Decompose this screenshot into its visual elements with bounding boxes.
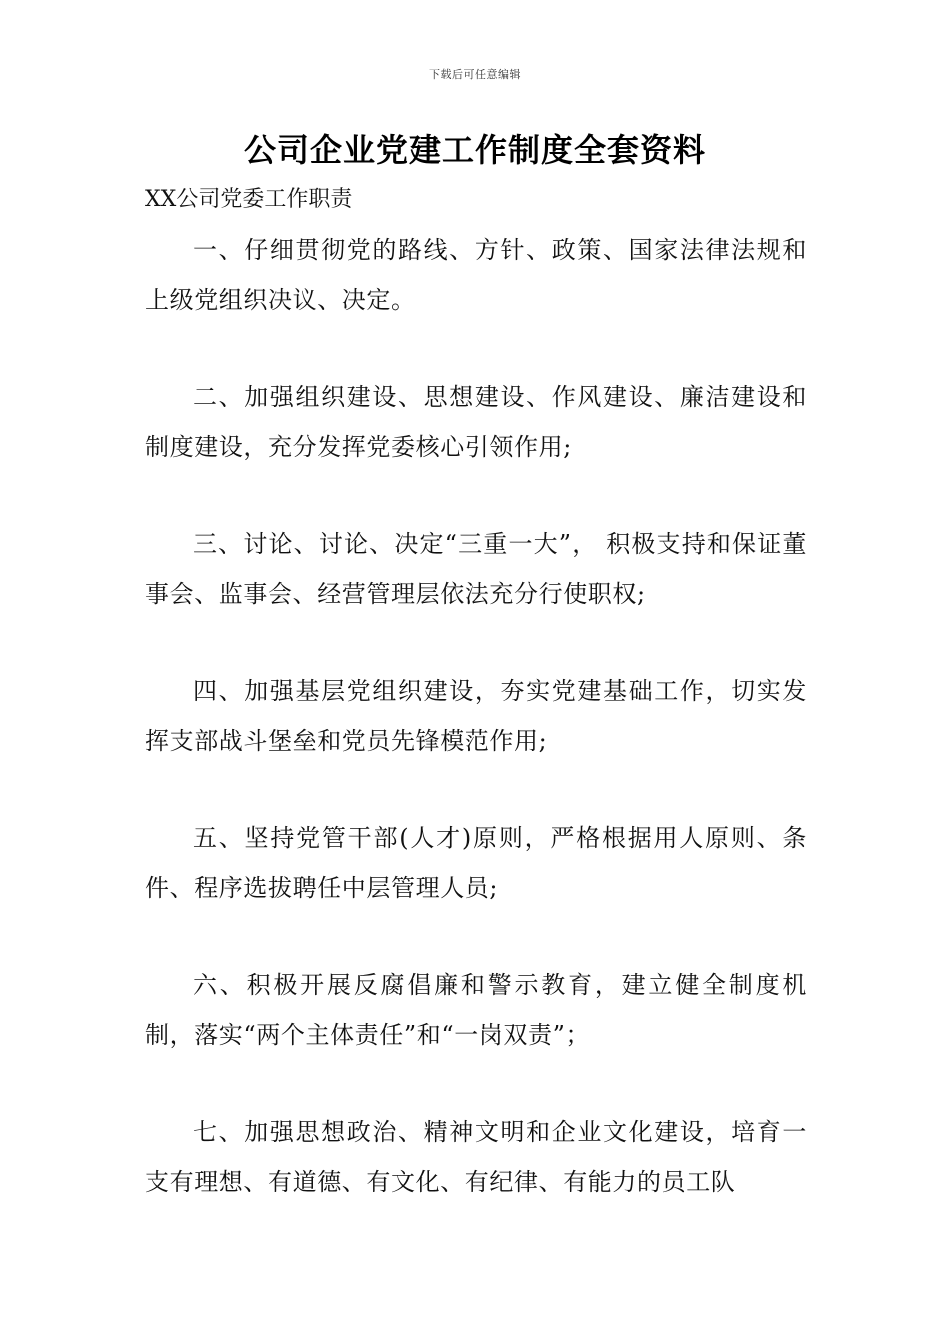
paragraph-5: 五、坚持党管干部(人才)原则，严格根据用人原则、条件、程序选拔聘任中层管理人员; (145, 824, 807, 902)
paragraph-7: 七、加强思想政治、精神文明和企业文化建设，培育一支有理想、有道德、有文化、有纪律、有能力的员工队 (145, 1118, 807, 1196)
document-body (145, 225, 807, 1254)
section-heading: XX公司党委工作职责 (145, 187, 353, 212)
paragraph-6: 六、积极开展反腐倡廉和警示教育，建立健全制度机制，落实“两个主体责任”和“一岗双责”； (145, 971, 807, 1049)
paragraph-3: 三、讨论、讨论、决定“三重一大”， 积极支持和保证董事会、监事会、经营管理层依法充分行使职权; (145, 530, 807, 608)
document-title: 公司企业党建工作制度全套资料 (243, 131, 706, 169)
paragraph-1: 一、仔细贯彻党的路线、方针、政策、国家法律法规和上级党组织决议、决定。 (145, 236, 807, 314)
header-note: 下载后可任意编辑 (429, 68, 521, 81)
paragraph-2: 二、加强组织建设、思想建设、作风建设、廉洁建设和制度建设，充分发挥党委核心引领作用; (145, 383, 807, 461)
paragraph-4: 四、加强基层党组织建设，夯实党建基础工作，切实发挥支部战斗堡垒和党员先锋模范作用; (145, 677, 807, 755)
